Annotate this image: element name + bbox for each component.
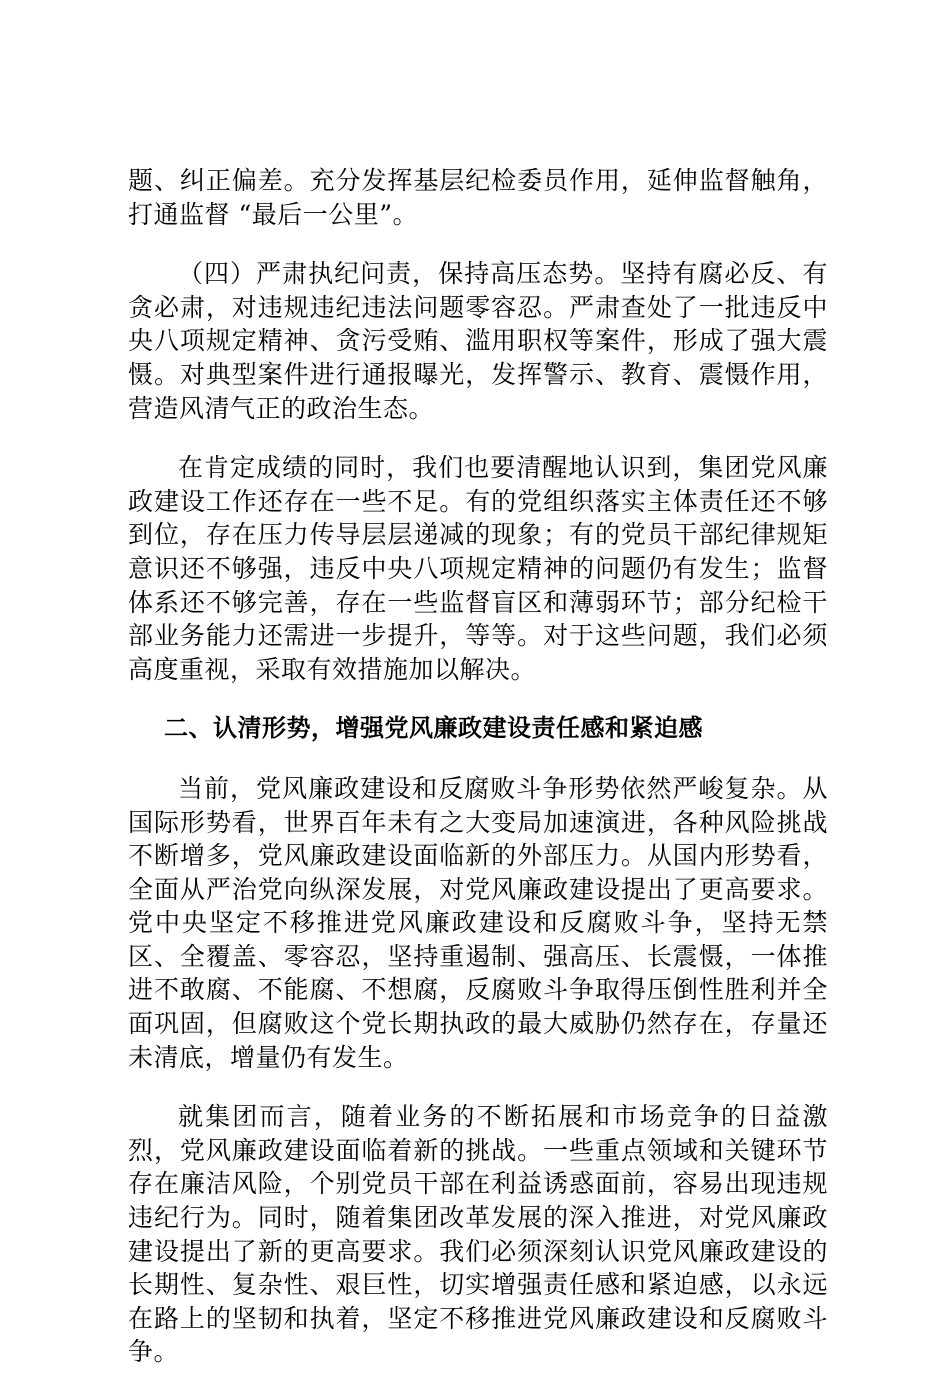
paragraph-continuation: 题、纠正偏差。充分发挥基层纪检委员作用，延伸监督触角，打通监督 “最后一公里”。 xyxy=(128,166,828,229)
paragraph-group-challenges: 就集团而言，随着业务的不断拓展和市场竞争的日益激烈，党风廉政建设面临着新的挑战。一些重点领域和关键环节存在廉洁风险，个别党员干部在利益诱惑面前，容易出现违规违纪行为。同时，随着集团改革发展的深入推进，对党风廉政建设提出了新的更高要求。我们必须深刻认识党风廉政建设的长期性、复杂性、艰巨性，切实增强责任感和紧迫感，以永远在路上的坚韧和执着，坚定不移推进党风廉政建设和反腐败斗争。 xyxy=(128,1102,828,1367)
section-heading: 二、认清形势，增强党风廉政建设责任感和紧迫感 xyxy=(164,714,703,743)
paragraph-discipline: （四）严肃执纪问责，保持高压态势。坚持有腐必反、有贪必肃，对违规违纪违法问题零容忍。严肃查处了一批违反中央八项规定精神、贪污受贿、滥用职权等案件，形成了强大震慑。对典型案件进行通报曝光，发挥警示、教育、震慑作用，营造风清气正的政治生态。 xyxy=(128,259,828,423)
document-body xyxy=(128,164,828,1395)
paragraph-shortcomings: 在肯定成绩的同时，我们也要清醒地认识到，集团党风廉政建设工作还存在一些不足。有的党组织落实主体责任还不够到位，存在压力传导层层递减的现象；有的党员干部纪律规矩意识还不够强，违反中央八项规定精神的问题仍有发生；监督体系还不够完善，存在一些监督盲区和薄弱环节；部分纪检干部业务能力还需进一步提升，等等。对于这些问题，我们必须高度重视，采取有效措施加以解决。 xyxy=(128,453,828,684)
paragraph-situation: 当前，党风廉政建设和反腐败斗争形势依然严峻复杂。从国际形势看，世界百年未有之大变局加速演进，各种风险挑战不断增多，党风廉政建设面临新的外部压力。从国内形势看，全面从严治党向纵深发展，对党风廉政建设提出了更高要求。党中央坚定不移推进党风廉政建设和反腐败斗争，坚持无禁区、全覆盖、零容忍，坚持重遏制、强高压、长震慑，一体推进不敢腐、不能腐、不想腐，反腐败斗争取得压倒性胜利并全面巩固，但腐败这个党长期执政的最大威胁仍然存在，存量还未清底，增量仍有发生。 xyxy=(128,773,828,1072)
